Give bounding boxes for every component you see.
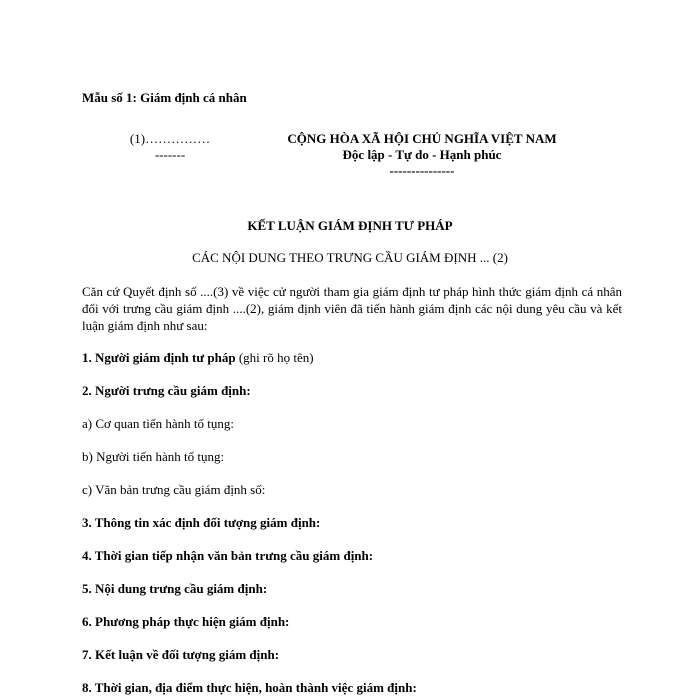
agency-name-placeholder: (1)……………: [129, 131, 211, 146]
section-7-heading: 7. Kết luận về đối tượng giám định:: [82, 647, 280, 662]
section-2a: a) Cơ quan tiến hành tố tụng:: [82, 416, 235, 431]
section-5-heading: 5. Nội dung trưng cầu giám định:: [82, 581, 268, 596]
document-subtitle: CÁC NỘI DUNG THEO TRƯNG CẦU GIÁM ĐỊNH ... (2): [192, 250, 508, 265]
section-1-heading: 1. Người giám định tư pháp: [82, 350, 236, 365]
motto-underline: ---------------: [389, 163, 455, 178]
form-label: Mẫu số 1: Giám định cá nhân: [82, 90, 247, 105]
intro-paragraph: Căn cứ Quyết định số ....(3) về việc cử người tham gia giám định tư pháp hình thức giám định cá nhân đối với trưng cầu giám định ....(2), giám định viên đã tiến hành giám định các nội dung yêu cầu và kết luận giám định như sau:: [82, 284, 622, 333]
section-6-heading: 6. Phương pháp thực hiện giám định:: [82, 614, 290, 629]
section-2-heading: 2. Người trưng cầu giám định:: [82, 383, 251, 398]
section-8-heading: 8. Thời gian, địa điểm thực hiện, hoàn thành việc giám định:: [82, 680, 417, 695]
section-2c: c) Văn bản trưng cầu giám định số:: [82, 482, 266, 497]
section-1: [82, 350, 622, 366]
section-4-heading: 4. Thời gian tiếp nhận văn bản trưng cầu giám định:: [82, 548, 374, 563]
section-1-note: (ghi rõ họ tên): [235, 350, 314, 365]
agency-underline: -------: [154, 147, 186, 162]
national-motto: Độc lập - Tự do - Hạnh phúc: [342, 147, 502, 162]
section-3-heading: 3. Thông tin xác định đối tượng giám định:: [82, 515, 321, 530]
national-header: [272, 131, 572, 179]
country-name: CỘNG HÒA XÃ HỘI CHỦ NGHĨA VIỆT NAM: [287, 131, 557, 146]
section-2b: b) Người tiến hành tố tụng:: [82, 449, 225, 464]
agency-header: [120, 131, 220, 163]
document-title: KẾT LUẬN GIÁM ĐỊNH TƯ PHÁP: [247, 218, 453, 233]
